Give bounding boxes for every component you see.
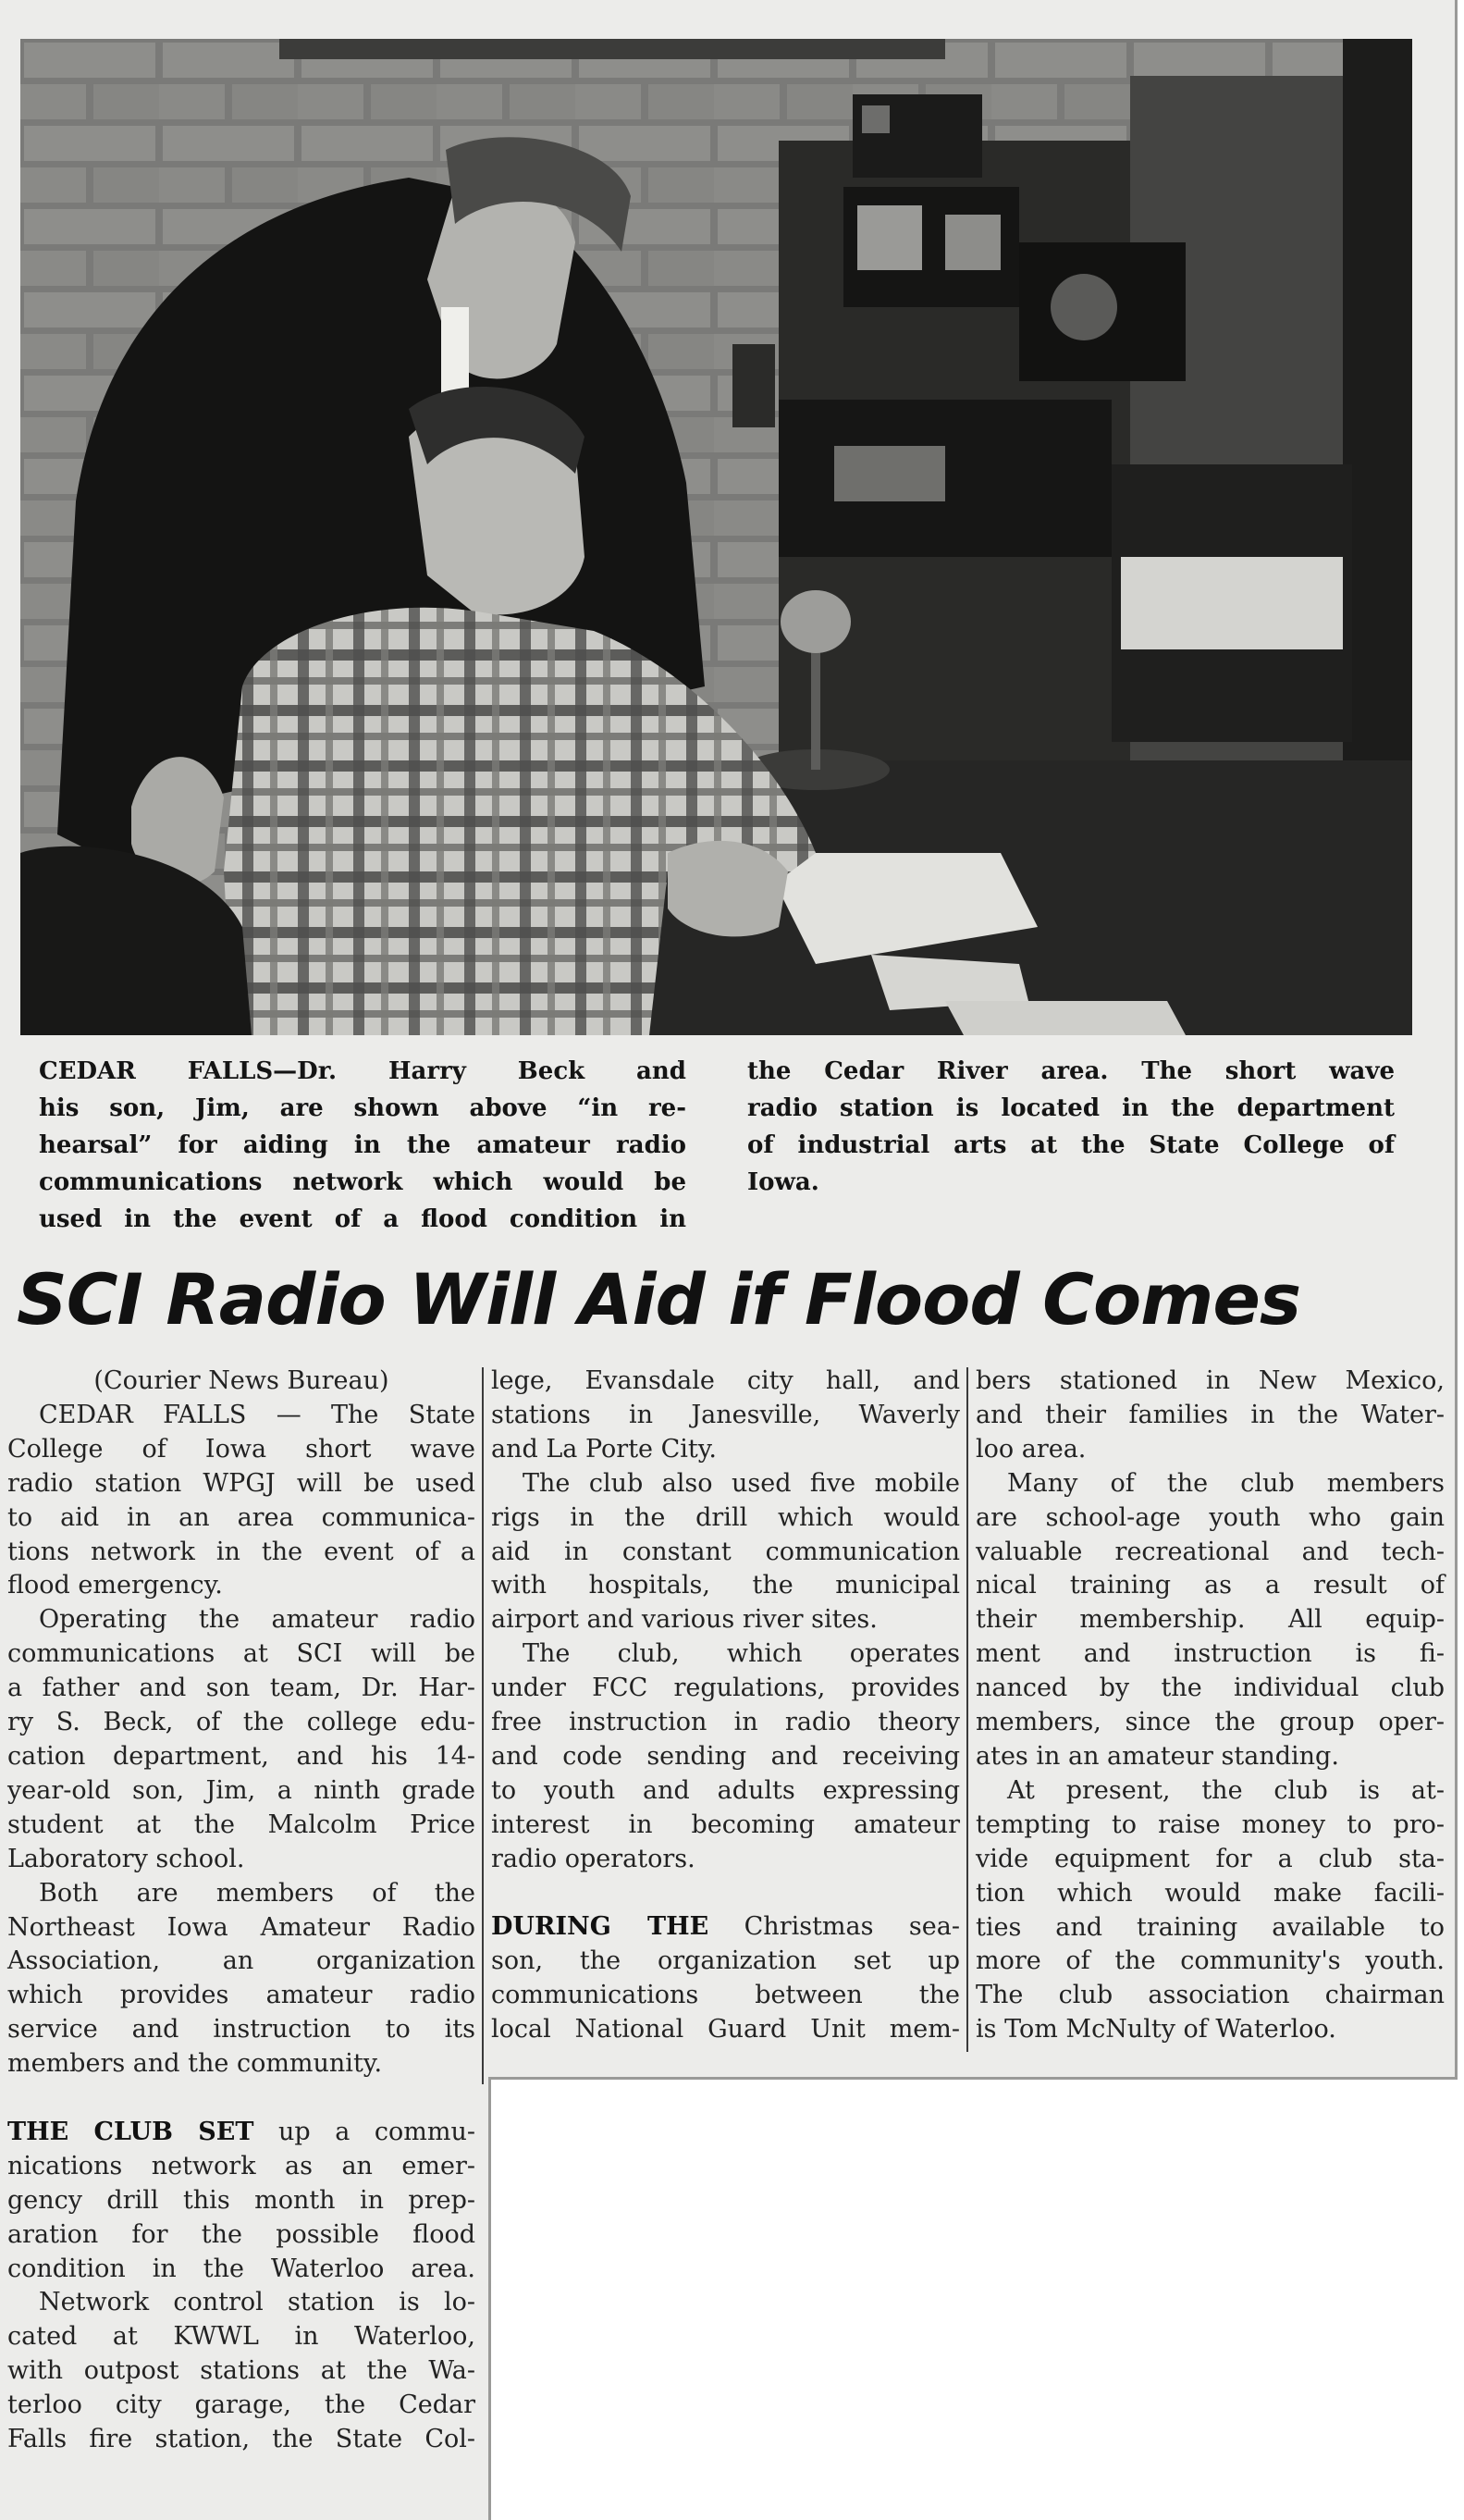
subhead: THE CLUB SET	[7, 2117, 254, 2146]
article-line: son, the organization set up	[491, 1946, 960, 1976]
article-line: tempting to raise money to pro-	[976, 1810, 1445, 1839]
article-line: to aid in an area communica-	[7, 1502, 475, 1532]
article-line: members, since the group oper-	[976, 1708, 1445, 1737]
article-line: Many of the club members	[1007, 1468, 1445, 1498]
article-line: tions network in the event of a	[7, 1537, 475, 1566]
article-line: gency drill this month in prep-	[7, 2185, 475, 2215]
article-line: tion which would make facili-	[976, 1878, 1445, 1908]
article-line	[7, 2116, 475, 2150]
article-column-1	[7, 1365, 475, 2457]
article-line: to youth and adults expressing	[491, 1775, 960, 1805]
article-line: nanced by the individual club	[976, 1674, 1445, 1703]
article-line: which provides amateur radio	[7, 1981, 475, 2010]
column-rule	[966, 1367, 968, 2052]
article-line: with outpost stations at the Wa-	[7, 2356, 475, 2386]
caption-line: communications network which would be	[39, 1168, 686, 1196]
article-line: radio operators.	[491, 1844, 695, 1873]
article-line: communications between the	[491, 1981, 960, 2010]
article-line: Laboratory school.	[7, 1844, 245, 1873]
headline: SCI Radio Will Aid if Flood Comes	[17, 1258, 1301, 1340]
article-line: Northeast Iowa Amateur Radio	[7, 1912, 475, 1942]
photo-caption-left	[39, 1053, 686, 1238]
article-line: student at the Malcolm Price	[7, 1810, 475, 1839]
caption-line: hearsal” for aiding in the amateur radio	[39, 1131, 686, 1159]
subhead: DURING THE	[491, 1912, 709, 1942]
article-line: bers stationed in New Mexico,	[976, 1366, 1445, 1395]
article-line: service and instruction to its	[7, 2015, 475, 2044]
photo-illustration	[20, 39, 1412, 1035]
caption-line: CEDAR FALLS—Dr. Harry Beck and	[39, 1057, 686, 1085]
article-line: College of Iowa short wave	[7, 1434, 475, 1464]
caption-line: of industrial arts at the State College of	[747, 1131, 1395, 1159]
caption-line: the Cedar River area. The short wave	[747, 1057, 1395, 1085]
article-line: members and the community.	[7, 2049, 383, 2079]
article-line: their membership. All equip-	[976, 1605, 1445, 1635]
article-line: Falls fire station, the State Col-	[7, 2425, 475, 2454]
caption-line: Iowa.	[747, 1168, 819, 1196]
article-line: and code sending and receiving	[491, 1741, 960, 1771]
article-line: nical training as a result of	[976, 1571, 1445, 1600]
byline: (Courier News Bureau)	[93, 1366, 389, 1395]
article-line: cated at KWWL in Waterloo,	[7, 2322, 475, 2352]
article-line: is Tom McNulty of Waterloo.	[976, 2015, 1336, 2044]
article-line: valuable recreational and tech-	[976, 1537, 1445, 1566]
article-line: condition in the Waterloo area.	[7, 2254, 475, 2283]
article-line: and La Porte City.	[491, 1434, 718, 1464]
article-line: more of the community's youth.	[976, 1946, 1445, 1976]
article-line: free instruction in radio theory	[491, 1708, 960, 1737]
article-line: ties and training available to	[976, 1912, 1445, 1942]
article-line: local National Guard Unit mem-	[491, 2015, 960, 2044]
article-line: cation department, and his 14-	[7, 1741, 475, 1771]
photo-caption-right	[747, 1053, 1395, 1201]
article-line: nications network as an emer-	[7, 2151, 475, 2180]
article-column-2	[491, 1365, 960, 2047]
article-line: are school-age youth who gain	[976, 1502, 1445, 1532]
article-line: ates in an amateur standing.	[976, 1741, 1339, 1771]
article-line: ment and instruction is fi-	[976, 1639, 1445, 1669]
article-text: up a commu-	[253, 2117, 475, 2146]
column-rule	[482, 1367, 484, 2084]
caption-line: radio station is located in the department	[747, 1094, 1395, 1122]
article-line: CEDAR FALLS — The State	[39, 1400, 475, 1429]
article-line: Association, an organization	[7, 1946, 475, 1976]
article-line: stations in Janesville, Waverly	[491, 1400, 960, 1429]
article-line: The club association chairman	[976, 1981, 1445, 2010]
article-line: vide equipment for a club sta-	[976, 1844, 1445, 1873]
article-line: Both are members of the	[39, 1878, 475, 1908]
article-line: rigs in the drill which would	[491, 1502, 960, 1532]
article-line: At present, the club is at-	[1007, 1775, 1445, 1805]
article-line: year-old son, Jim, a ninth grade	[7, 1775, 475, 1805]
article-line: flood emergency.	[7, 1571, 223, 1600]
article-line: Network control station is lo-	[39, 2288, 475, 2317]
article-line: lege, Evansdale city hall, and	[491, 1366, 960, 1395]
article-line: under FCC regulations, provides	[491, 1674, 960, 1703]
caption-line: his son, Jim, are shown above “in re-	[39, 1094, 686, 1122]
article-line: a father and son team, Dr. Har-	[7, 1674, 475, 1703]
caption-line: used in the event of a flood condition in	[39, 1205, 686, 1233]
article-line: terloo city garage, the Cedar	[7, 2390, 475, 2420]
article-line: loo area.	[976, 1434, 1087, 1464]
article-line: ry S. Beck, of the college edu-	[7, 1708, 475, 1737]
news-photo	[20, 39, 1412, 1035]
article-line: aid in constant communication	[491, 1537, 960, 1566]
article-line: and their families in the Water-	[976, 1400, 1445, 1429]
article-line: Operating the amateur radio	[39, 1605, 475, 1635]
article-line: with hospitals, the municipal	[491, 1571, 960, 1600]
article-line: The club also used five mobile	[523, 1468, 960, 1498]
article-line	[491, 1910, 960, 1945]
article-line: interest in becoming amateur	[491, 1810, 960, 1839]
article-text: Christmas sea-	[708, 1912, 960, 1942]
article-line: communications at SCI will be	[7, 1639, 475, 1669]
article-line: The club, which operates	[523, 1639, 960, 1669]
article-column-3	[976, 1365, 1445, 2047]
article-line: aration for the possible flood	[7, 2219, 475, 2249]
article-line: radio station WPGJ will be used	[7, 1468, 475, 1498]
article-line: airport and various river sites.	[491, 1605, 878, 1635]
